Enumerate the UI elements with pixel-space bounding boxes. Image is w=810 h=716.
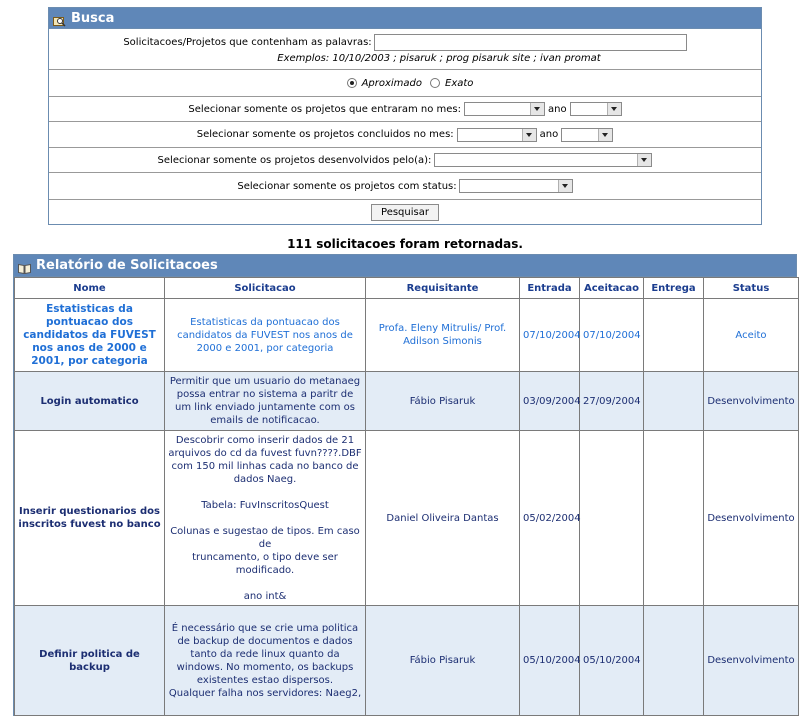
- desenvolvidos-label: Selecionar somente os projetos desenvolvidos pelo(a):: [157, 154, 432, 166]
- cell-entrada: 05/02/2004: [520, 431, 580, 606]
- col-header-entrada[interactable]: Entrada: [520, 278, 580, 299]
- chevron-down-icon: [558, 180, 572, 192]
- pesquisar-button[interactable]: Pesquisar: [371, 204, 439, 221]
- cell-nome[interactable]: Inserir questionarios dos inscritos fuvest no banco: [15, 431, 165, 606]
- cell-requisitante: Fábio Pisaruk: [366, 606, 520, 716]
- table-header-row: [15, 278, 799, 299]
- cell-solicitacao: É necessário que se crie uma politica de backup de documentos e dados tanto da rede linux quanto da windows. No momento, os backups existentes estao dispersos. Qualquer falha nos servidores: Naeg2,: [165, 606, 366, 716]
- cell-aceitacao: 07/10/2004: [580, 299, 644, 372]
- cell-nome[interactable]: Login automatico: [15, 372, 165, 431]
- cell-nome[interactable]: Estatisticas da pontuacao dos candidatos da FUVEST nos anos de 2000 e 2001, por categoria: [15, 299, 165, 372]
- radio-exato-label: Exato: [445, 77, 474, 89]
- cell-nome[interactable]: Definir politica de backup: [15, 606, 165, 716]
- chevron-down-icon: [530, 103, 544, 115]
- cell-entrada: 05/10/2004: [520, 606, 580, 716]
- table-row[interactable]: [15, 431, 799, 606]
- radio-aproximado-label: Aproximado: [361, 77, 423, 89]
- col-header-nome[interactable]: Nome: [15, 278, 165, 299]
- status-select[interactable]: [459, 179, 573, 193]
- cell-status: Aceito: [704, 299, 799, 372]
- concluidos-ano-label: ano: [539, 129, 559, 140]
- radio-aproximado[interactable]: [347, 78, 357, 88]
- cell-entrega: [644, 431, 704, 606]
- radio-exato[interactable]: [430, 78, 440, 88]
- chevron-down-icon: [637, 154, 651, 166]
- cell-aceitacao: [580, 431, 644, 606]
- cell-solicitacao: Estatisticas da pontuacao dos candidatos da FUVEST nos anos de 2000 e 2001, por categoria: [165, 299, 366, 372]
- palavras-input[interactable]: [374, 34, 687, 51]
- entraram-ano-label: ano: [547, 103, 567, 115]
- busca-header: [49, 8, 761, 29]
- table-row[interactable]: [15, 299, 799, 372]
- chevron-down-icon: [607, 103, 621, 115]
- cell-entrada: 03/09/2004: [520, 372, 580, 431]
- concluidos-label: Selecionar somente os projetos concluidos no mes:: [196, 129, 454, 140]
- cell-status: Desenvolvimento: [704, 431, 799, 606]
- relatorio-header: [14, 255, 796, 277]
- entraram-ano-select[interactable]: [570, 102, 622, 116]
- relatorio-table: [14, 277, 799, 716]
- cell-entrada: 07/10/2004: [520, 299, 580, 372]
- concluidos-ano-select[interactable]: [561, 128, 613, 142]
- cell-requisitante: Daniel Oliveira Dantas: [366, 431, 520, 606]
- busca-panel: [48, 7, 762, 225]
- cell-status: Desenvolvimento: [704, 606, 799, 716]
- cell-entrega: [644, 299, 704, 372]
- result-count: 111 solicitacoes foram retornadas.: [287, 237, 523, 251]
- cell-solicitacao: Permitir que um usuario do metanaeg possa entrar no sistema a paritr de um link enviado juntamente com os emails de notificacao.: [165, 372, 366, 431]
- chevron-down-icon: [598, 129, 612, 141]
- cell-aceitacao: 27/09/2004: [580, 372, 644, 431]
- col-header-requisitante[interactable]: Requisitante: [366, 278, 520, 299]
- col-header-entrega[interactable]: Entrega: [644, 278, 704, 299]
- cell-requisitante: Profa. Eleny Mitrulis/ Prof. Adilson Simonis: [366, 299, 520, 372]
- cell-entrega: [644, 372, 704, 431]
- chevron-down-icon: [522, 129, 536, 141]
- status-label: Selecionar somente os projetos com status:: [237, 180, 457, 192]
- cell-status: Desenvolvimento: [704, 372, 799, 431]
- relatorio-title: Relatório de Solicitacoes: [36, 257, 218, 273]
- table-row[interactable]: [15, 372, 799, 431]
- col-header-status[interactable]: Status: [704, 278, 799, 299]
- busca-title: Busca: [71, 10, 115, 26]
- entraram-label: Selecionar somente os projetos que entraram no mes:: [188, 103, 461, 115]
- cell-aceitacao: 05/10/2004: [580, 606, 644, 716]
- examples-text: Exemplos: 10/10/2003 ; pisaruk ; prog pisaruk site ; ivan promat: [277, 53, 601, 64]
- entraram-mes-select[interactable]: [464, 102, 545, 116]
- relatorio-panel: [13, 254, 797, 716]
- search-icon: [53, 13, 66, 24]
- col-header-aceitacao[interactable]: Aceitacao: [580, 278, 644, 299]
- concluidos-mes-select[interactable]: [457, 128, 537, 142]
- cell-solicitacao: Descobrir como inserir dados de 21 arquivos do cd da fuvest fuvn????.DBF com 150 mil linhas cada no banco de dados Naeg. Tabela: FuvInscritosQuest Colunas e sugestao de tipos. Em caso de truncamento, o tipo deve ser modificado. ano int&: [165, 431, 366, 606]
- table-row[interactable]: [15, 606, 799, 716]
- book-icon: [18, 260, 31, 271]
- cell-requisitante: Fábio Pisaruk: [366, 372, 520, 431]
- cell-entrega: [644, 606, 704, 716]
- palavras-label: Solicitacoes/Projetos que contenham as palavras:: [123, 37, 372, 48]
- col-header-solicitacao[interactable]: Solicitacao: [165, 278, 366, 299]
- desenvolvidos-select[interactable]: [434, 153, 652, 167]
